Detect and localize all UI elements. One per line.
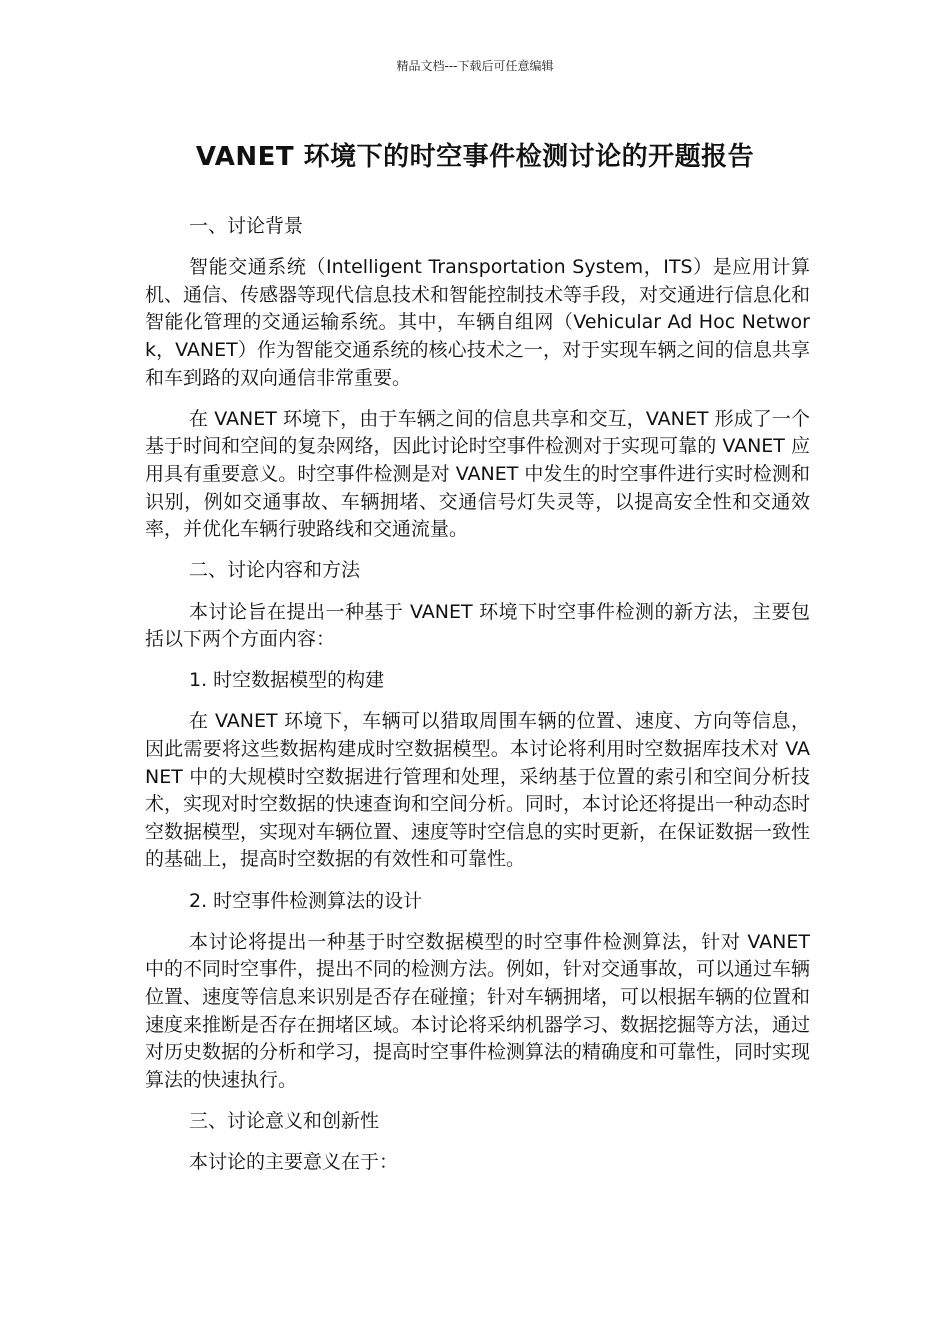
section-heading-significance: 三、讨论意义和创新性: [189, 1109, 380, 1132]
header-note: 精品文档---下载后可任意编辑: [396, 59, 554, 73]
section-heading-background: 一、讨论背景: [189, 215, 304, 237]
paragraph-detection-algorithm: 本讨论将提出一种基于时空数据模型的时空事件检测算法，针对 VANET 中的不同时空事件，提出不同的检测方法。例如，针对交通事故，可以通过车辆位置、速度等信息来识别是否存在碰撞；针对车辆拥堵，可以根据车辆的位置和速度来推断是否存在拥堵区域。本讨论将采纳机器学习、数据挖掘等方法，通过对历史数据的分析和学习，提高时空事件检测算法的精确度和可靠性，同时实现算法的快速执行。: [145, 930, 811, 1091]
paragraph-methods-intro: 本讨论旨在提出一种基于 VANET 环境下时空事件检测的新方法，主要包括以下两个方面内容：: [145, 600, 810, 651]
paragraph-vanet-events: 在 VANET 环境下，由于车辆之间的信息共享和交互，VANET 形成了一个基于时间和空间的复杂网络，因此讨论时空事件检测对于实现可靠的 VANET 应用具有重要意义。时空事件检测是对 VANET 中发生的时空事件进行实时检测和识别，例如交通事故、车辆拥堵、交通信号灯失灵等，以提高安全性和交通效率，并优化车辆行驶路线和交通流量。: [145, 407, 810, 541]
document-body: [145, 213, 810, 1190]
document-title: VANET 环境下的时空事件检测讨论的开题报告: [195, 142, 755, 172]
paragraph-data-model: 在 VANET 环境下，车辆可以猎取周围车辆的位置、速度、方向等信息，因此需要将这些数据构建成时空数据模型。本讨论将利用时空数据库技术对 VANET 中的大规模时空数据进行管理和处理，采纳基于位置的索引和空间分析技术，实现对时空数据的快速查询和空间分析。同时，本讨论还将提出一种动态时空数据模型，实现对车辆位置、速度等时空信息的实时更新，在保证数据一致性的基础上，提高时空数据的有效性和可靠性。: [145, 710, 811, 871]
paragraph-significance-intro: 本讨论的主要意义在于：: [189, 1151, 399, 1174]
subheading-detection-algorithm: 2. 时空事件检测算法的设计: [189, 889, 423, 912]
subheading-data-model: 1. 时空数据模型的构建: [189, 669, 385, 692]
paragraph-its-intro: 智能交通系统（Intelligent Transportation System，ITS）是应用计算机、通信、传感器等现代信息技术和智能控制技术等手段，对交通进行信息化和智能化管理的交通运输系统。其中，车辆自组网（Vehicular Ad Hoc Network，VANET）作为智能交通系统的核心技术之一，对于实现车辆之间的信息共享和车到路的双向通信非常重要。: [145, 256, 811, 389]
section-heading-methods: 二、讨论内容和方法: [189, 559, 361, 582]
